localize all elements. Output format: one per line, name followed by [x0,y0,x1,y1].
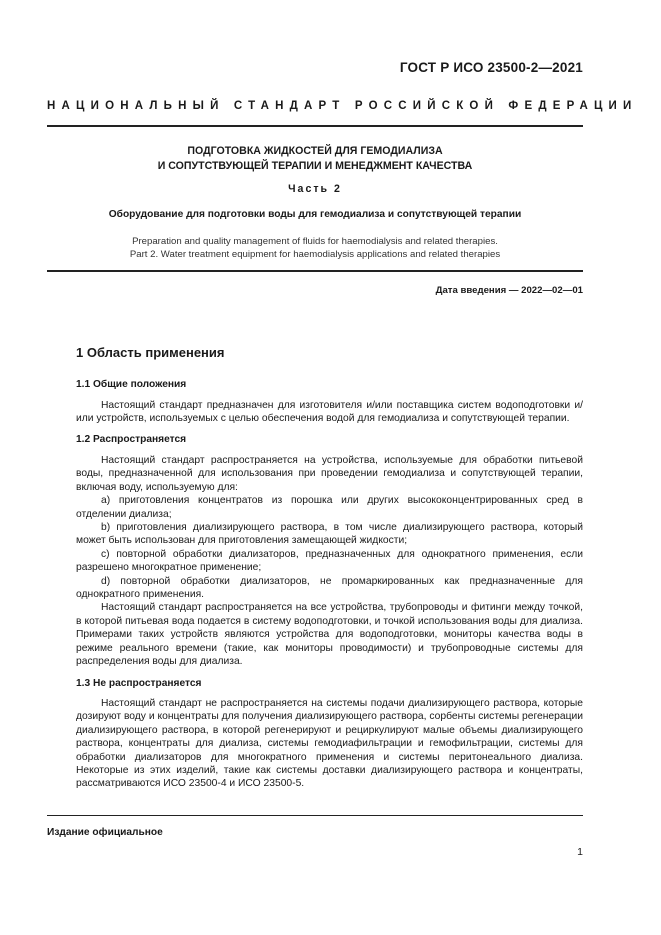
list-item: d) повторной обработки диализаторов, не промаркированных как предназначенные для однократного применения. [76,575,583,601]
paragraph: Настоящий стандарт не распространяется на системы подачи диализирующего раствора, которые дозируют воду и концентраты для получения диализирующего раствора, сорбенты системы регенерации диализирующего раствора, в которой регенерируют и рециркулируют малые объемы диализирующего раствора, концентраты для диализа, системы гемодиафильтрации и гемофильтрации, системы для обработки диализаторов для многократного применения и системы перитонеального диализа. Некоторые из этих изделий, такие как системы доставки диализирующего раствора и концентраты, рассматриваются ИСО 23500-4 и ИСО 23500-5. [76,698,583,790]
clause-1-3-body [76,697,583,791]
national-standard-banner: НАЦИОНАЛЬНЫЙ СТАНДАРТ РОССИЙСКОЙ ФЕДЕРАЦИИ [47,100,638,112]
introduction-date: Дата введения — 2022—02—01 [435,285,583,296]
paragraph: Настоящий стандарт распространяется на все устройства, трубопроводы и фитинги между точкой, в которой питьевая вода подается в систему водоподготовки, и точкой использования воды для диализа. Примерами таких устройств являются устройства для водоподготовки, мониторы качества воды в режиме реального времени (такие, как мониторы проводимости) и трубопроводные системы для распределения воды для диализа. [76,602,583,668]
paragraph: Настоящий стандарт предназначен для изготовителя и/или поставщика систем водоподготовки и/или устройств, используемых с целью обеспечения водой для гемодиализа и сопутствующей терапии. [76,400,583,425]
list-item: a) приготовления концентратов из порошка или других высококонцентрированных сред в отделении диализа; [76,495,583,520]
list-item: b) приготовления диализирующего раствора, в том числе диализирующего раствора, который может быть использован для приготовления замещающей жидкости; [76,522,583,547]
paragraph: Настоящий стандарт распространяется на устройства, используемые для обработки питьевой воды, предназначенной для использования при проведении гемодиализа и сопутствующей терапии, включая воду, используемую для: [76,455,583,493]
clause-1-3-heading: 1.3 Не распространяется [76,678,202,689]
page-number: 1 [577,846,583,858]
english-title-line-2: Part 2. Water treatment equipment for haemodialysis applications and related therapies [129,249,501,260]
clause-1-2-body [76,454,583,669]
footer-rule [47,815,583,816]
document-code: ГОСТ Р ИСО 23500-2—2021 [399,60,583,75]
english-title-line-1: Preparation and quality management of fluids for haemodialysis and related therapies. [132,236,498,247]
clause-1-1-heading: 1.1 Общие положения [76,379,187,390]
title-rule [47,270,583,272]
part-label: Часть 2 [288,183,342,195]
clause-1-1-body [76,399,583,426]
title-line-2: И СОПУТСТВУЮЩЕЙ ТЕРАПИИ И МЕНЕДЖМЕНТ КАЧЕСТВА [157,160,473,172]
clause-1-2-heading: 1.2 Распространяется [76,434,187,445]
list-item: c) повторной обработки диализаторов, предназначенных для однократного применения, если разрешено многократное применение; [76,548,583,574]
title-line-1: ПОДГОТОВКА ЖИДКОСТЕЙ ДЛЯ ГЕМОДИАЛИЗА [187,145,443,157]
header-rule [47,125,583,127]
subtitle: Оборудование для подготовки воды для гемодиализа и сопутствующей терапии [108,209,522,220]
section-heading: 1 Область применения [76,345,225,360]
edition-label: Издание официальное [47,827,163,838]
